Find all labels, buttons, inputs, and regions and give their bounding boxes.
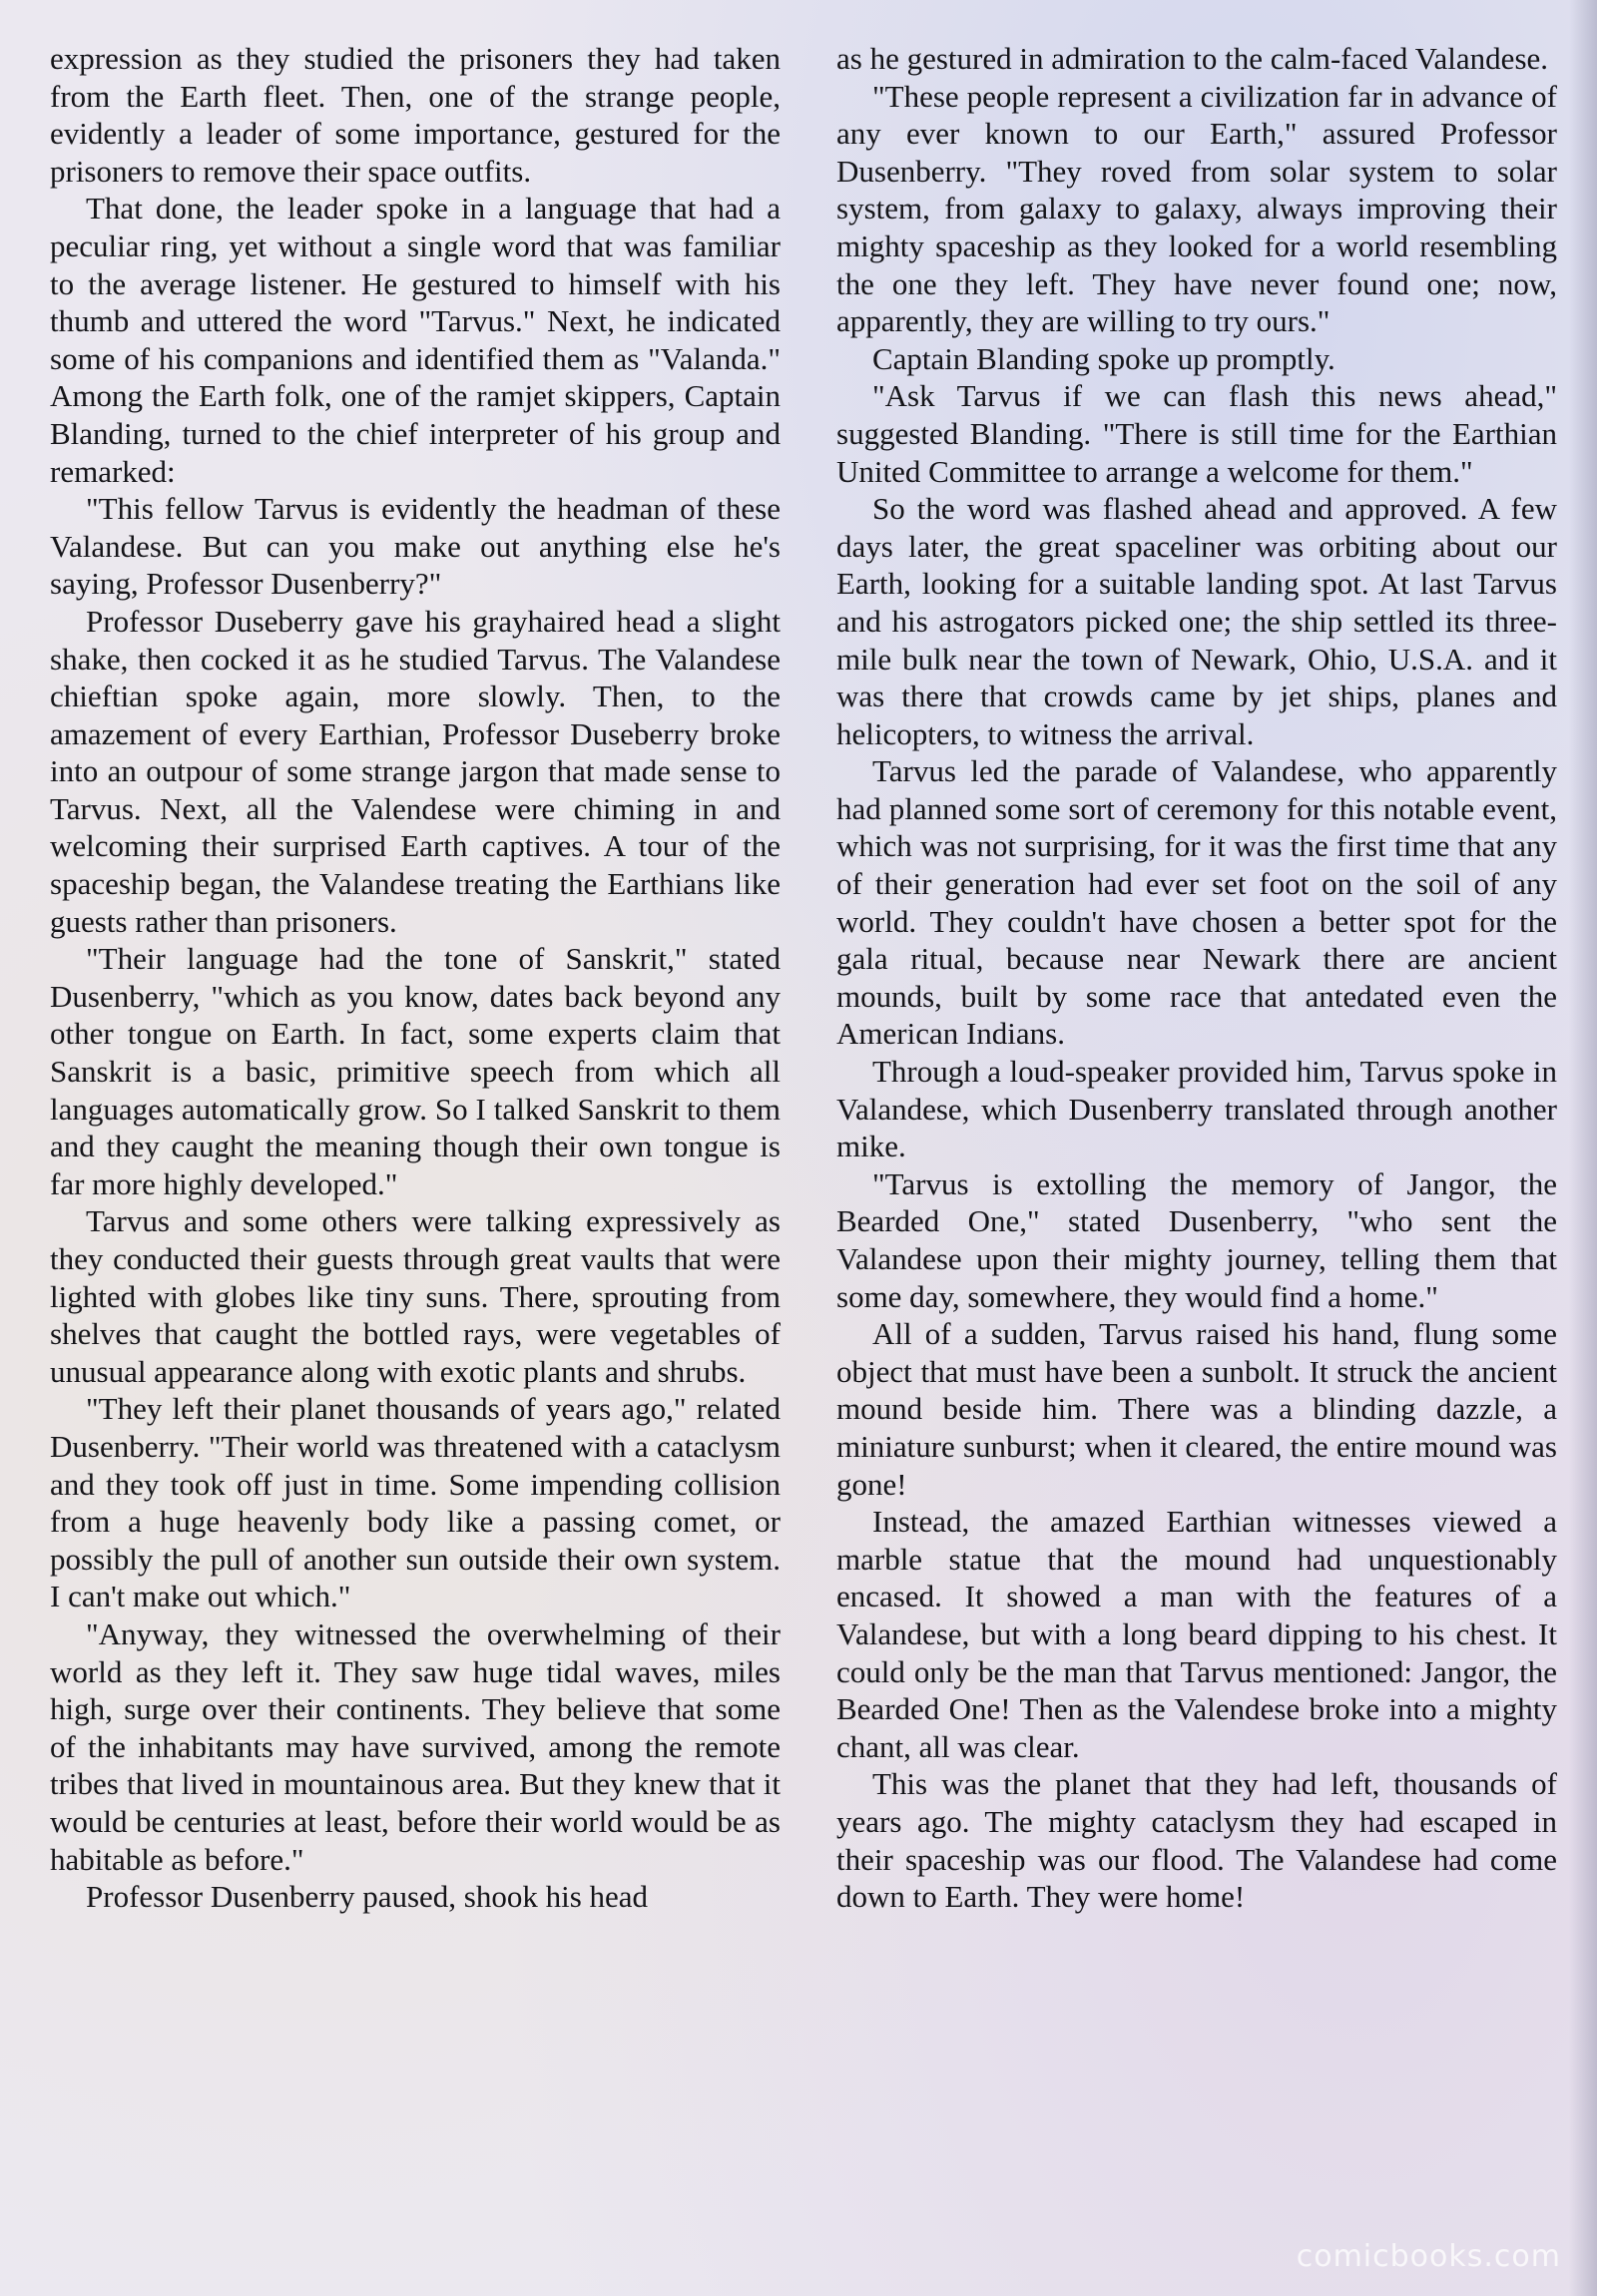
paragraph: "Anyway, they witnessed the overwhelming of their world as they left it. They saw huge tidal waves, miles high, surge over their continents. They believe that some of the inhabitants may have survived, among the remote tribes that lived in mountainous area. But they knew that it would be centuries at least, before their world would be as habitable as before." xyxy=(50,1615,781,1877)
paragraph: All of a sudden, Tarvus raised his hand, flung some object that must have been a sunbolt. It struck the ancient mound beside him. There was a blinding dazzle, a miniature sunburst; when it cleared, the entire mound was gone! xyxy=(836,1316,1557,1502)
paragraph: Tarvus led the parade of Valandese, who apparently had planned some sort of ceremony for this notable event, which was not surprising, for it was the first time that any of their generation had ever set foot on the soil of any world. They couldn't have chosen a better spot for the gala ritual, because near Newark there are ancient mounds, built by some race that antedated even the American Indians. xyxy=(836,753,1557,1052)
paragraph: Tarvus and some others were talking expressively as they conducted their guests through great vaults that were lighted with globes like tiny suns. There, sprouting from shelves that caught the bottled rays, were vegetables of unusual appearance along with exotic plants and shrubs. xyxy=(50,1203,781,1389)
left-text-column xyxy=(50,40,781,1916)
paragraph: This was the planet that they had left, thousands of years ago. The mighty cataclysm they had escaped in their spaceship was our flood. The Valandese had come down to Earth. They were home! xyxy=(836,1766,1557,1915)
paragraph: expression as they studied the prisoners they had taken from the Earth fleet. Then, one of the strange people, evidently a leader of some importance, gestured for the prisoners to remove their space outfits. xyxy=(50,41,781,189)
page-edge-shadow xyxy=(1569,0,1597,2296)
right-text-column xyxy=(836,40,1557,1916)
paragraph: That done, the leader spoke in a language that had a peculiar ring, yet without a single word that was familiar to the average listener. He gestured to himself with his thumb and uttered the word "Tarvus." Next, he indicated some of his companions and identified them as "Valanda." Among the Earth folk, one of the ramjet skippers, Captain Blanding, turned to the chief interpreter of his group and remarked: xyxy=(50,191,781,489)
paragraph: "These people represent a civilization far in advance of any ever known to our Earth," assured Professor Dusenberry. "They roved from solar system to solar system, from galaxy to galaxy, always improving their mighty spaceship as they looked for a world resembling the one they left. They have never found one; now, apparently, they are willing to try ours." xyxy=(836,78,1557,339)
paragraph: as he gestured in admiration to the calm-faced Valandese. xyxy=(836,41,1549,76)
paragraph: Instead, the amazed Earthian witnesses viewed a marble statue that the mound had unquestionably encased. It showed a man with the features of a Valandese, but with a long beard dipping to his chest. It could only be the man that Tarvus mentioned: Jangor, the Bearded One! Then as the Valendese broke into a mighty chant, all was clear. xyxy=(836,1504,1557,1764)
watermark: comicbooks.com xyxy=(1296,2239,1561,2274)
paragraph: Through a loud-speaker provided him, Tarvus spoke in Valandese, which Dusenberry translated through another mike. xyxy=(836,1054,1557,1164)
paragraph: "Ask Tarvus if we can flash this news ahead," suggested Blanding. "There is still time for the Earthian United Committee to arrange a welcome for them." xyxy=(836,378,1557,489)
paragraph: "This fellow Tarvus is evidently the headman of these Valandese. But can you make out anything else he's saying, Professor Dusenberry?" xyxy=(50,491,781,602)
paragraph: "Tarvus is extolling the memory of Jangor, the Bearded One," stated Dusenberry, "who sent the Valandese upon their mighty journey, telling them that some day, somewhere, they would find a home." xyxy=(836,1165,1557,1314)
paragraph: So the word was flashed ahead and approved. A few days later, the great spaceliner was orbiting about our Earth, looking for a suitable landing spot. At last Tarvus and his astrogators picked one; the ship settled its three-mile bulk near the town of Newark, Ohio, U.S.A. and it was there that crowds came by jet ships, planes and helicopters, to witness the arrival. xyxy=(836,491,1557,751)
paragraph: Captain Blanding spoke up promptly. xyxy=(872,340,1335,376)
paragraph: Professor Dusenberry paused, shook his head xyxy=(86,1879,649,1915)
paragraph: "Their language had the tone of Sanskrit," stated Dusenberry, "which as you know, dates back beyond any other tongue on Earth. In fact, some experts claim that Sanskrit is a basic, primitive speech from which all languages automatically grow. So I talked Sanskrit to them and they caught the meaning though their own tongue is far more highly developed." xyxy=(50,941,781,1201)
paragraph: Professor Duseberry gave his grayhaired head a slight shake, then cocked it as he studied Tarvus. The Valandese chieftian spoke again, more slowly. Then, to the amazement of every Earthian, Professor Duseberry broke into an outpour of some strange jargon that made sense to Tarvus. Next, all the Valendese were chiming in and welcoming their surprised Earth captives. A tour of the spaceship began, the Valandese treating the Earthians like guests rather than prisoners. xyxy=(50,603,781,939)
paragraph: "They left their planet thousands of years ago," related Dusenberry. "Their world was threatened with a cataclysm and they took off just in time. Some impending collision from a huge heavenly body like a passing comet, or possibly the pull of another sun outside their own system. I can't make out which." xyxy=(50,1391,781,1614)
